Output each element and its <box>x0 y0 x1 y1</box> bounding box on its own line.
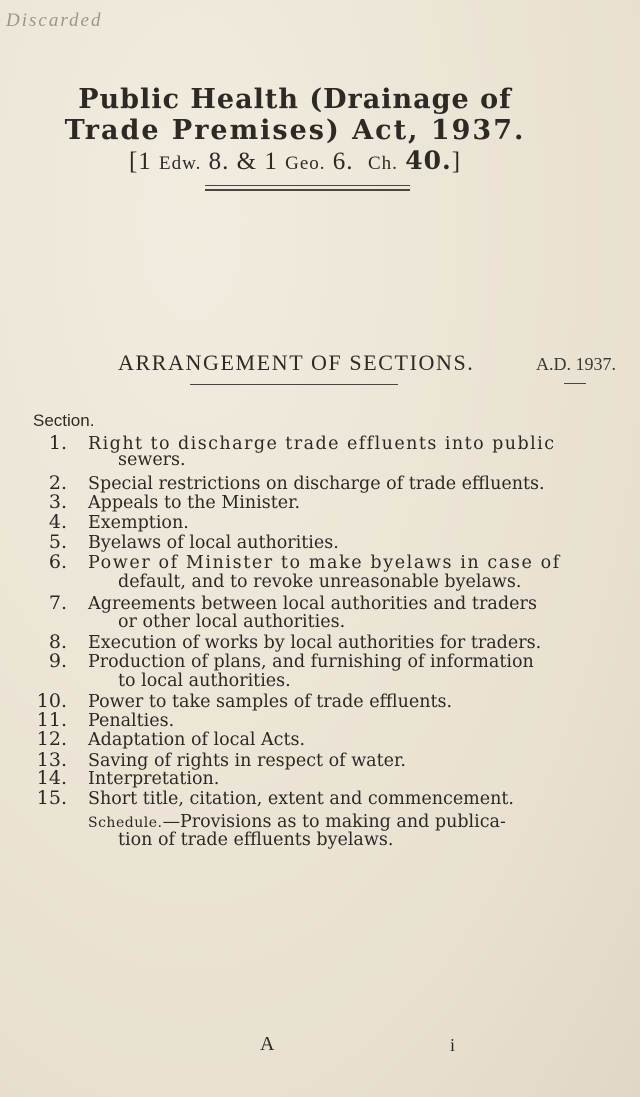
schedule-title: —Provisions as to making and publica- <box>162 812 506 832</box>
chapter-number: 40. <box>405 146 452 175</box>
chapter-mid: 8. & 1 <box>208 148 278 175</box>
section-title: Agreements between local authorities and traders <box>88 594 537 614</box>
section-title: Power of Minister to make byelaws in case of <box>88 553 561 573</box>
year-note: A.D. 1937. <box>536 354 616 374</box>
chapter-six: 6. <box>332 148 354 175</box>
signature-mark: A <box>260 1033 275 1055</box>
section-number: 12. <box>36 728 67 750</box>
section-title: Byelaws of local authorities. <box>88 533 339 553</box>
section-number: 3. <box>48 491 67 513</box>
title-rule-thick <box>205 189 410 191</box>
section-title: Exemption. <box>88 513 189 533</box>
section-title: Execution of works by local authorities for traders. <box>88 633 542 653</box>
section-title: Adaptation of local Acts. <box>88 730 306 750</box>
act-title-line-1: Public Health (Drainage of <box>78 84 512 115</box>
section-label: Section. <box>33 411 95 430</box>
section-title-continued: sewers. <box>118 450 186 470</box>
section-number: 8. <box>48 631 67 653</box>
section-title-continued: default, and to revoke unreasonable byelaws. <box>118 572 522 592</box>
section-number: 7. <box>48 592 67 614</box>
section-number: 1. <box>48 432 67 454</box>
schedule-title-continued: tion of trade effluents byelaws. <box>118 830 394 850</box>
title-rule <box>205 185 410 186</box>
section-number: 6. <box>48 551 67 573</box>
section-title: Penalties. <box>88 711 175 731</box>
section-title: Special restrictions on discharge of trade effluents. <box>88 474 545 494</box>
section-title-continued: or other local authorities. <box>118 612 346 632</box>
chapter-geo: Geo. <box>285 153 326 174</box>
chapter-citation <box>60 148 530 174</box>
section-title: Appeals to the Minister. <box>88 493 301 513</box>
act-title-line-2: Trade Premises) Act, 1937. <box>64 115 526 146</box>
schedule-entry <box>88 814 520 832</box>
handwritten-note: Discarded <box>6 10 103 31</box>
section-number: 11. <box>36 709 67 731</box>
section-title: Saving of rights in respect of water. <box>88 751 406 771</box>
chapter-edw: Edw. <box>159 153 202 174</box>
page-number: i <box>450 1035 456 1055</box>
arrangement-heading: ARRANGEMENT OF SECTIONS. <box>118 350 475 375</box>
section-number: 4. <box>48 511 67 533</box>
chapter-close: ] <box>451 148 462 175</box>
section-title: Power to take samples of trade effluents. <box>88 692 453 712</box>
section-number: 15. <box>36 787 67 809</box>
section-number: 5. <box>48 531 67 553</box>
section-title: Production of plans, and furnishing of information <box>88 652 534 672</box>
chapter-ch: Ch. <box>368 153 398 174</box>
section-number: 2. <box>48 472 67 494</box>
chapter-open: [1 <box>128 148 152 175</box>
heading-rule <box>190 384 398 385</box>
section-title: Interpretation. <box>88 769 220 789</box>
section-number: 10. <box>36 690 67 712</box>
section-number: 14. <box>36 767 67 789</box>
schedule-label: Schedule. <box>88 815 163 831</box>
section-number: 9. <box>48 650 67 672</box>
section-title: Right to discharge trade effluents into public <box>88 434 556 454</box>
section-title-continued: to local authorities. <box>118 671 291 691</box>
section-title: Short title, citation, extent and commencement. <box>88 789 514 809</box>
year-rule <box>564 383 586 384</box>
section-number: 13. <box>36 749 67 771</box>
